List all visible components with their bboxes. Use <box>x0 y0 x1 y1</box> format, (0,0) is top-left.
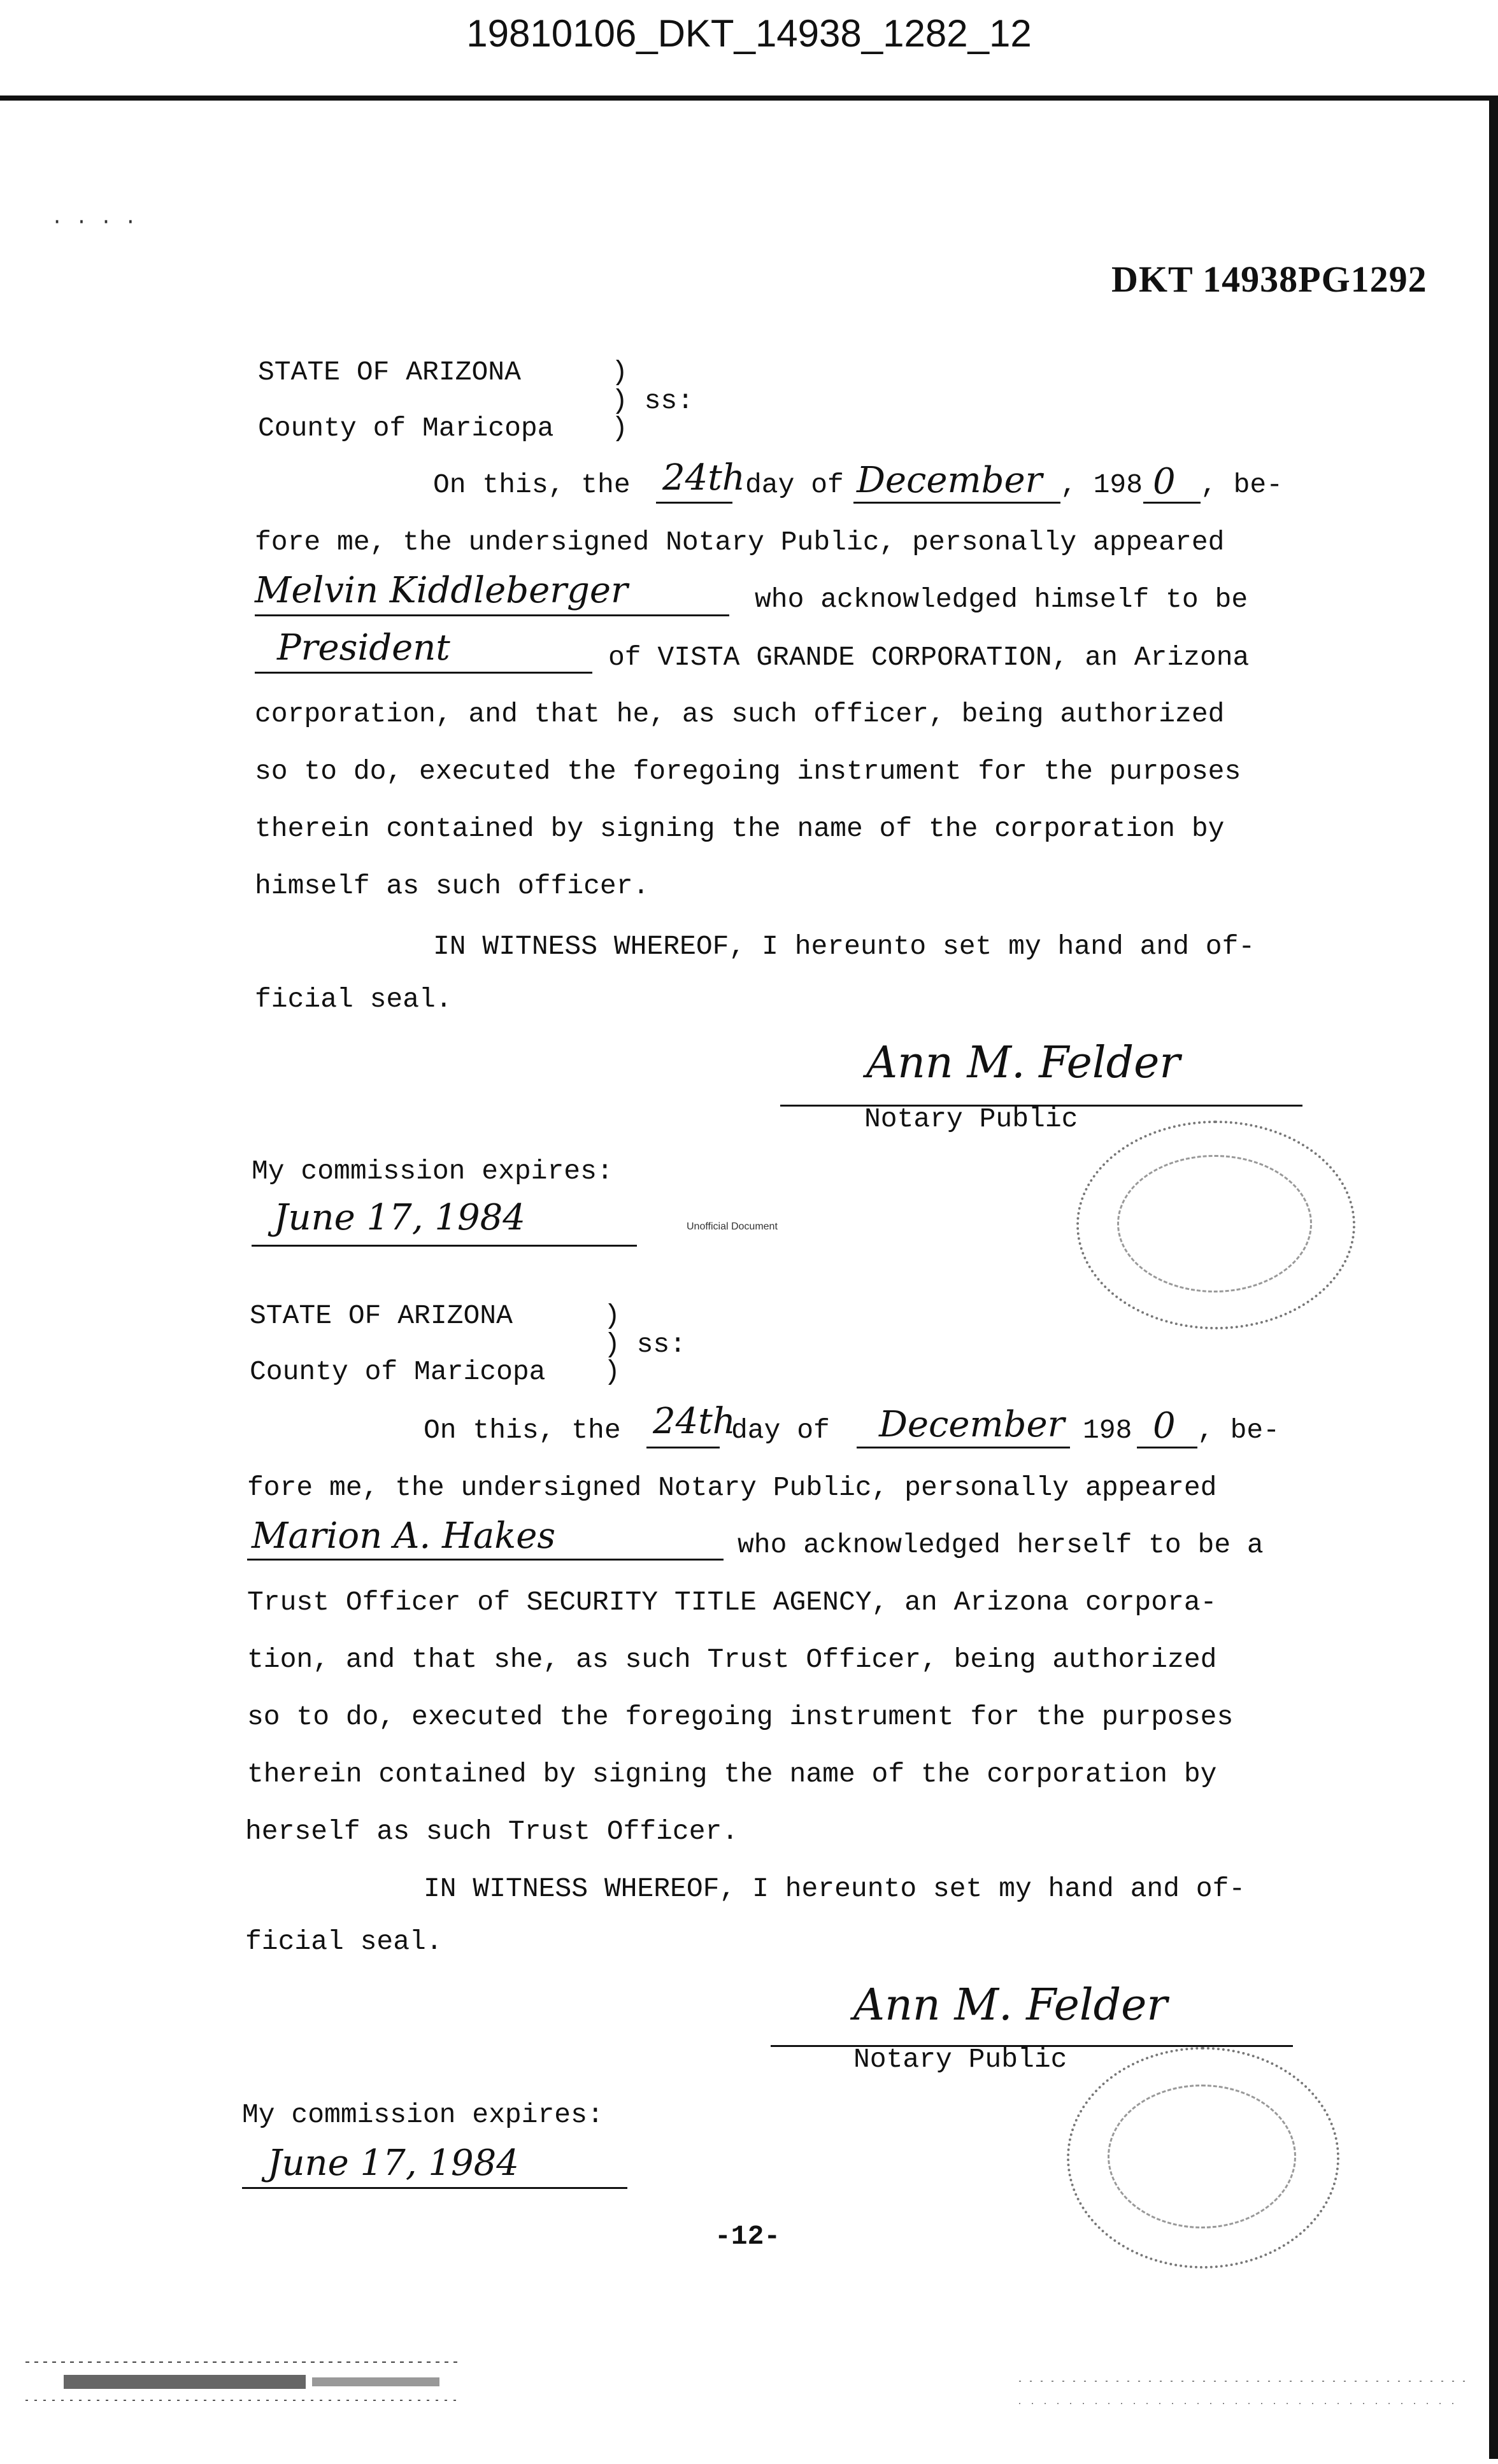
ack1-commission: My commission expires: <box>252 1156 613 1187</box>
ack2-notary: Notary Public <box>853 2044 1067 2075</box>
document-header <box>0 0 1498 96</box>
ack2-witness2: ficial seal. <box>245 1926 443 1957</box>
ack1-line5: corporation, and that he, as such officer, being authorized <box>255 698 1225 730</box>
ack1-line2: fore me, the undersigned Notary Public, personally appeared <box>255 527 1225 558</box>
ack2-expires: June 17, 1984 <box>268 2142 519 2184</box>
ack2-ss: ) ss: <box>604 1329 687 1360</box>
ack2-month-line <box>857 1447 1070 1448</box>
ack2-expires-line <box>242 2187 627 2189</box>
ack1-line7: therein contained by signing the name of the corporation by <box>255 813 1225 844</box>
ack1-ss: ) ss: <box>611 385 694 416</box>
ack1-notary-seal <box>1076 1121 1355 1329</box>
ack1-name-line <box>255 614 729 616</box>
ack1-line1-d: , be- <box>1201 469 1283 500</box>
ack1-title-line <box>255 672 592 674</box>
ack2-paren-close: ) <box>604 1356 620 1387</box>
scan-edge <box>1489 96 1498 2459</box>
ack2-name: Marion A. Hakes <box>252 1515 556 1557</box>
ack2-line3: who acknowledged herself to be a <box>738 1529 1264 1561</box>
ack1-line1-b: day of <box>745 469 844 500</box>
ack1-line1-a: On this, the <box>433 469 631 500</box>
document-title: 19810106_DKT_14938_1282_12 <box>466 12 1032 55</box>
ack2-witness1: IN WITNESS WHEREOF, I hereunto set my hand and of- <box>424 1873 1246 1904</box>
scan-artifact-left <box>25 2356 459 2413</box>
ack2-signature: Ann M. Felder <box>853 1980 1167 2030</box>
ack1-line6: so to do, executed the foregoing instrument for the purposes <box>255 756 1241 787</box>
ack2-line1-a: On this, the <box>424 1415 621 1446</box>
ack1-paren-open: ) <box>611 357 628 388</box>
ack1-line8: himself as such officer. <box>255 870 650 902</box>
ack2-seal-inner-ring <box>1108 2085 1296 2228</box>
ack2-commission: My commission expires: <box>242 2099 604 2130</box>
ack1-expires-line <box>252 1245 637 1247</box>
ack1-notary: Notary Public <box>864 1103 1078 1135</box>
ack2-line1-d: , be- <box>1197 1415 1280 1446</box>
ack1-name: Melvin Kiddleberger <box>255 570 628 611</box>
ack1-county: County of Maricopa <box>258 413 554 444</box>
ack2-year-digit: 0 <box>1153 1405 1176 1447</box>
ack1-witness2: ficial seal. <box>255 984 452 1015</box>
ack2-line7: therein contained by signing the name of the corporation by <box>247 1759 1217 1790</box>
ack1-line3: who acknowledged himself to be <box>755 584 1248 615</box>
unofficial-watermark: Unofficial Document <box>687 1221 778 1232</box>
page-number: -12- <box>715 2221 781 2252</box>
ack1-state: STATE OF ARIZONA <box>258 357 521 388</box>
ack2-line6: so to do, executed the foregoing instrument for the purposes <box>247 1701 1234 1732</box>
ack2-notary-seal <box>1067 2047 1339 2269</box>
scan-specks: · · · · <box>51 210 137 234</box>
ack2-state: STATE OF ARIZONA <box>250 1300 513 1331</box>
ack1-seal-inner-ring <box>1117 1155 1312 1292</box>
ack2-paren-open: ) <box>604 1300 620 1331</box>
ack1-signature: Ann M. Felder <box>866 1038 1180 1088</box>
ack2-name-line <box>247 1559 724 1561</box>
ack2-day-line <box>646 1447 720 1448</box>
ack1-year-digit: 0 <box>1153 461 1176 502</box>
ack2-line2: fore me, the undersigned Notary Public, personally appeared <box>247 1472 1217 1503</box>
ack1-line4: of VISTA GRANDE CORPORATION, an Arizona <box>608 642 1250 673</box>
ack1-month: December <box>857 460 1043 501</box>
ack2-line1-c: 198 <box>1083 1415 1132 1446</box>
ack1-witness1: IN WITNESS WHEREOF, I hereunto set my hand and of- <box>433 931 1255 962</box>
ack2-line1-b: day of <box>731 1415 830 1446</box>
scan-artifact-right <box>1019 2368 1465 2419</box>
ack2-day: 24th <box>653 1401 736 1442</box>
docket-number: DKT 14938PG1292 <box>1111 258 1427 300</box>
ack1-line1-c: , 198 <box>1060 469 1143 500</box>
ack2-line8: herself as such Trust Officer. <box>245 1816 739 1847</box>
ack1-day-line <box>656 502 732 504</box>
ack2-county: County of Maricopa <box>250 1356 546 1387</box>
ack1-day: 24th <box>662 457 745 499</box>
ack2-year-line <box>1137 1447 1197 1448</box>
ack1-year-line <box>1143 502 1201 504</box>
ack1-paren-close: ) <box>611 413 628 444</box>
ack2-line5: tion, and that she, as such Trust Officer, being authorized <box>247 1644 1217 1675</box>
ack2-month: December <box>879 1404 1065 1445</box>
ack1-month-line <box>853 502 1060 504</box>
ack1-title: President <box>277 627 450 669</box>
ack1-expires: June 17, 1984 <box>274 1197 525 1238</box>
ack2-line4: Trust Officer of SECURITY TITLE AGENCY, an Arizona corpora- <box>247 1587 1217 1618</box>
